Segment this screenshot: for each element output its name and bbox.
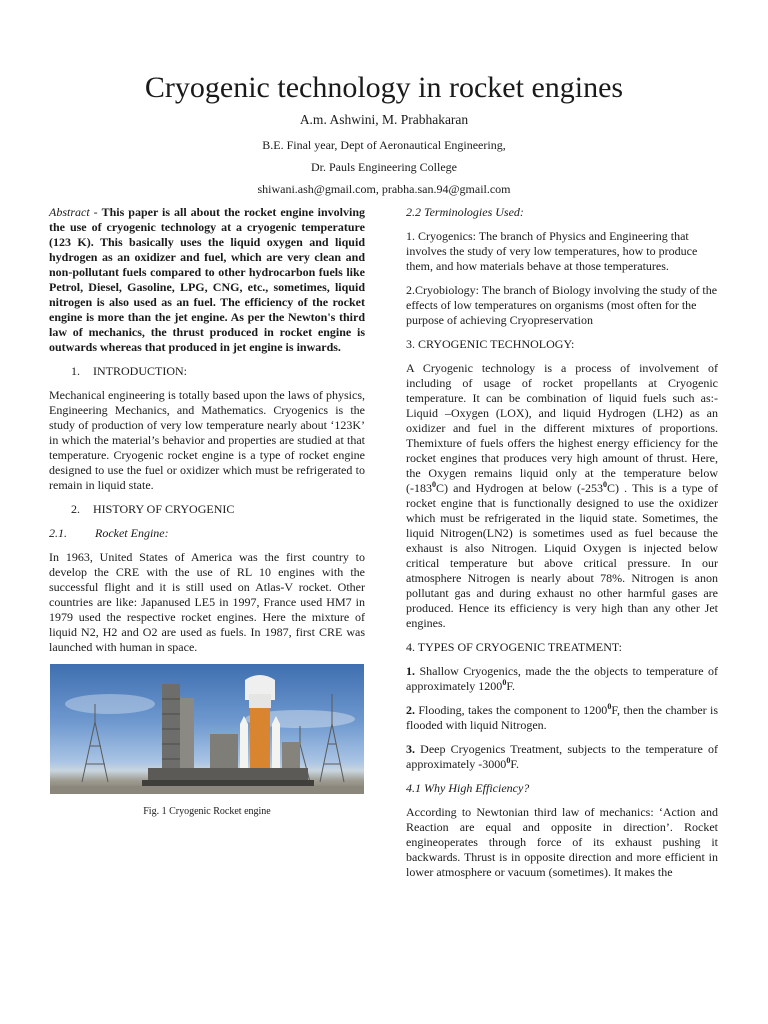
item-number: 1. [406,664,415,678]
terminology-cryogenics [406,229,718,274]
item-text: Shallow Cryogenics, made the the objects to temperature of approximately 1200 [406,664,718,693]
term-label: 2.Cryobiology: [406,283,480,297]
treatment-item-shallow [406,664,718,694]
item-text: F, then the chamber is flooded with liquid Nitrogen. [406,703,718,732]
section-title: INTRODUCTION: [93,364,187,378]
item-text: F. [510,757,520,771]
degree-sign: 0 [506,756,511,765]
text-segment: A Cryogenic technology is a process of involvement of including of usage of rocket propellants at Cryogenic temperature. It can be combination of liquid fuels such as:- Liquid –Oxygen (LOX), and liquid Hydrogen (LH2) as an oxidizer and fuel in the different mixtures of proportions. Themixture of fuels offers the highest energy efficiency for the rocket engines that produces very high amount of thrust. Here, the Oxygen remains liquid only at the temperature below (-183 [406,361,718,495]
figure-caption: Fig. 1 Cryogenic Rocket engine [143,806,271,817]
term-definition: The branch of Physics and Engineering that involves the study of very low temperatures, how to produce them, and how materials behave at those temperatures. [406,229,698,273]
subsection-terminologies-heading: 2.2 Terminologies Used: [406,205,524,219]
item-number: 3. [406,742,415,756]
degree-sign: 0 [432,480,436,489]
author-emails: shiwani.ash@gmail.com, prabha.san.94@gmail.com [257,182,511,196]
right-column [406,205,718,889]
item-number: 2. [406,703,415,717]
item-text: Flooding, takes the component to 1200 [415,703,608,717]
rocket-launch-illustration [50,664,364,794]
item-text: F. [506,679,516,693]
subsection-title: Rocket Engine: [95,526,169,540]
abstract-label: Abstract - [49,205,98,219]
section-title: HISTORY OF CRYOGENIC [93,502,235,516]
rocket-engine-text: In 1963, United States of America was the first country to develop the CRE with the use of RL 10 engines with the successful flight and it is still used on Atlas-V rocket. Other countries are like: Japanused LE5 in 1997, France used HM7 in 1979 used the respective rocket engines. Here the mixture of liquid N2, H2 and O2 are used as fuels. In 1987, first CRE was launched with human in space. [49,550,365,654]
text-segment: C) and Hydrogen at below (-253 [436,481,604,495]
abstract [49,205,365,355]
introduction-text: Mechanical engineering is totally based upon the laws of physics, Engineering Mechanics, and Mathematics. Cryogenics is the study of production of very low temperature nearly about ‘123K’ in which the material’s behavior and properties are studied at that temperature. Cryogenic rocket engine is a type of rocket engine designed to use the fuel or oxidizer which must be refrigerated to remain in liquid state. [49,388,365,492]
subsection-number: 2.1. [49,526,67,540]
degree-sign: 0 [607,702,612,711]
term-label: 1. Cryogenics: [406,229,476,243]
affiliation-department: B.E. Final year, Dept of Aeronautical Engineering, [262,138,506,152]
degree-sign: 0 [502,678,507,687]
treatment-item-deep [406,742,718,772]
subsection-efficiency-heading: 4.1 Why High Efficiency? [406,781,530,795]
section-history-heading [49,502,365,517]
left-column [49,205,365,819]
subsection-rocket-engine-heading [49,526,365,541]
cryogenic-technology-text [406,361,718,631]
paper-title: Cryogenic technology in rocket engines [144,71,624,104]
section-number: 1. [71,364,80,378]
text-segment: C) . This is a type of rocket engine that is functionally designed to use the oxidizer which must be refrigerated in the liquid state. Sometimes, the liquid Nitrogen(LN2) is sometimes used as fuel because the exhaust is also Nitrogen. Liquid Oxygen is injected below critical temperature but above critical pressure. In our atmosphere Nitrogen is nearly about 78%. Nitrogen is anon pollutant gas and during exhaust no other harmful gases are produced. Hence its efficiency is very high than any other Jet engines. [406,481,719,630]
section-introduction-heading [49,364,365,379]
abstract-text: This paper is all about the rocket engine involving the use of cryogenic technology at a cryogenic temperature (123 K). This basically uses the liquid oxygen and liquid hydrogen as an oxidizer and fuel, which are very clean and non-pollutant fuels compared to other hydrocarbon fuels like Petrol, Diesel, Gasoline, LPG, CNG, etc., sometimes, liquid nitrogen is also used as an fuel. The efficiency of the rocket engine is more than the jet engine. As per the Newton's third law of mechanics, the thrust produced in rocket engine is outwards whereas that produced in jet engine is inwards. [49,205,366,354]
efficiency-text: According to Newtonian third law of mechanics: ‘Action and Reaction are equal and opposite in direction’. Rocket engineoperates through force of its exhaust pushing it backwards. Thrust is in opposite direction and more efficient in lower atmosphere or vacuum (sometimes). It makes the [406,805,718,879]
degree-sign: 0 [603,480,608,489]
item-text: Deep Cryogenics Treatment, subjects to the temperature of approximately -3000 [406,742,718,771]
affiliation-college: Dr. Pauls Engineering College [311,160,457,174]
terminology-cryobiology [406,283,718,328]
rocket-launch-photo [50,664,364,794]
section-cryogenic-technology-heading: 3. CRYOGENIC TECHNOLOGY: [406,337,575,351]
authors: A.m. Ashwini, M. Prabhakaran [299,112,469,127]
treatment-item-flooding [406,703,718,733]
section-number: 2. [71,502,80,516]
term-definition: The branch of Biology involving the study of the effects of low temperatures on organisms (most often for the purpose of achieving Cryopreservation [406,283,718,327]
section-treatment-types-heading: 4. TYPES OF CRYOGENIC TREATMENT: [406,640,622,654]
